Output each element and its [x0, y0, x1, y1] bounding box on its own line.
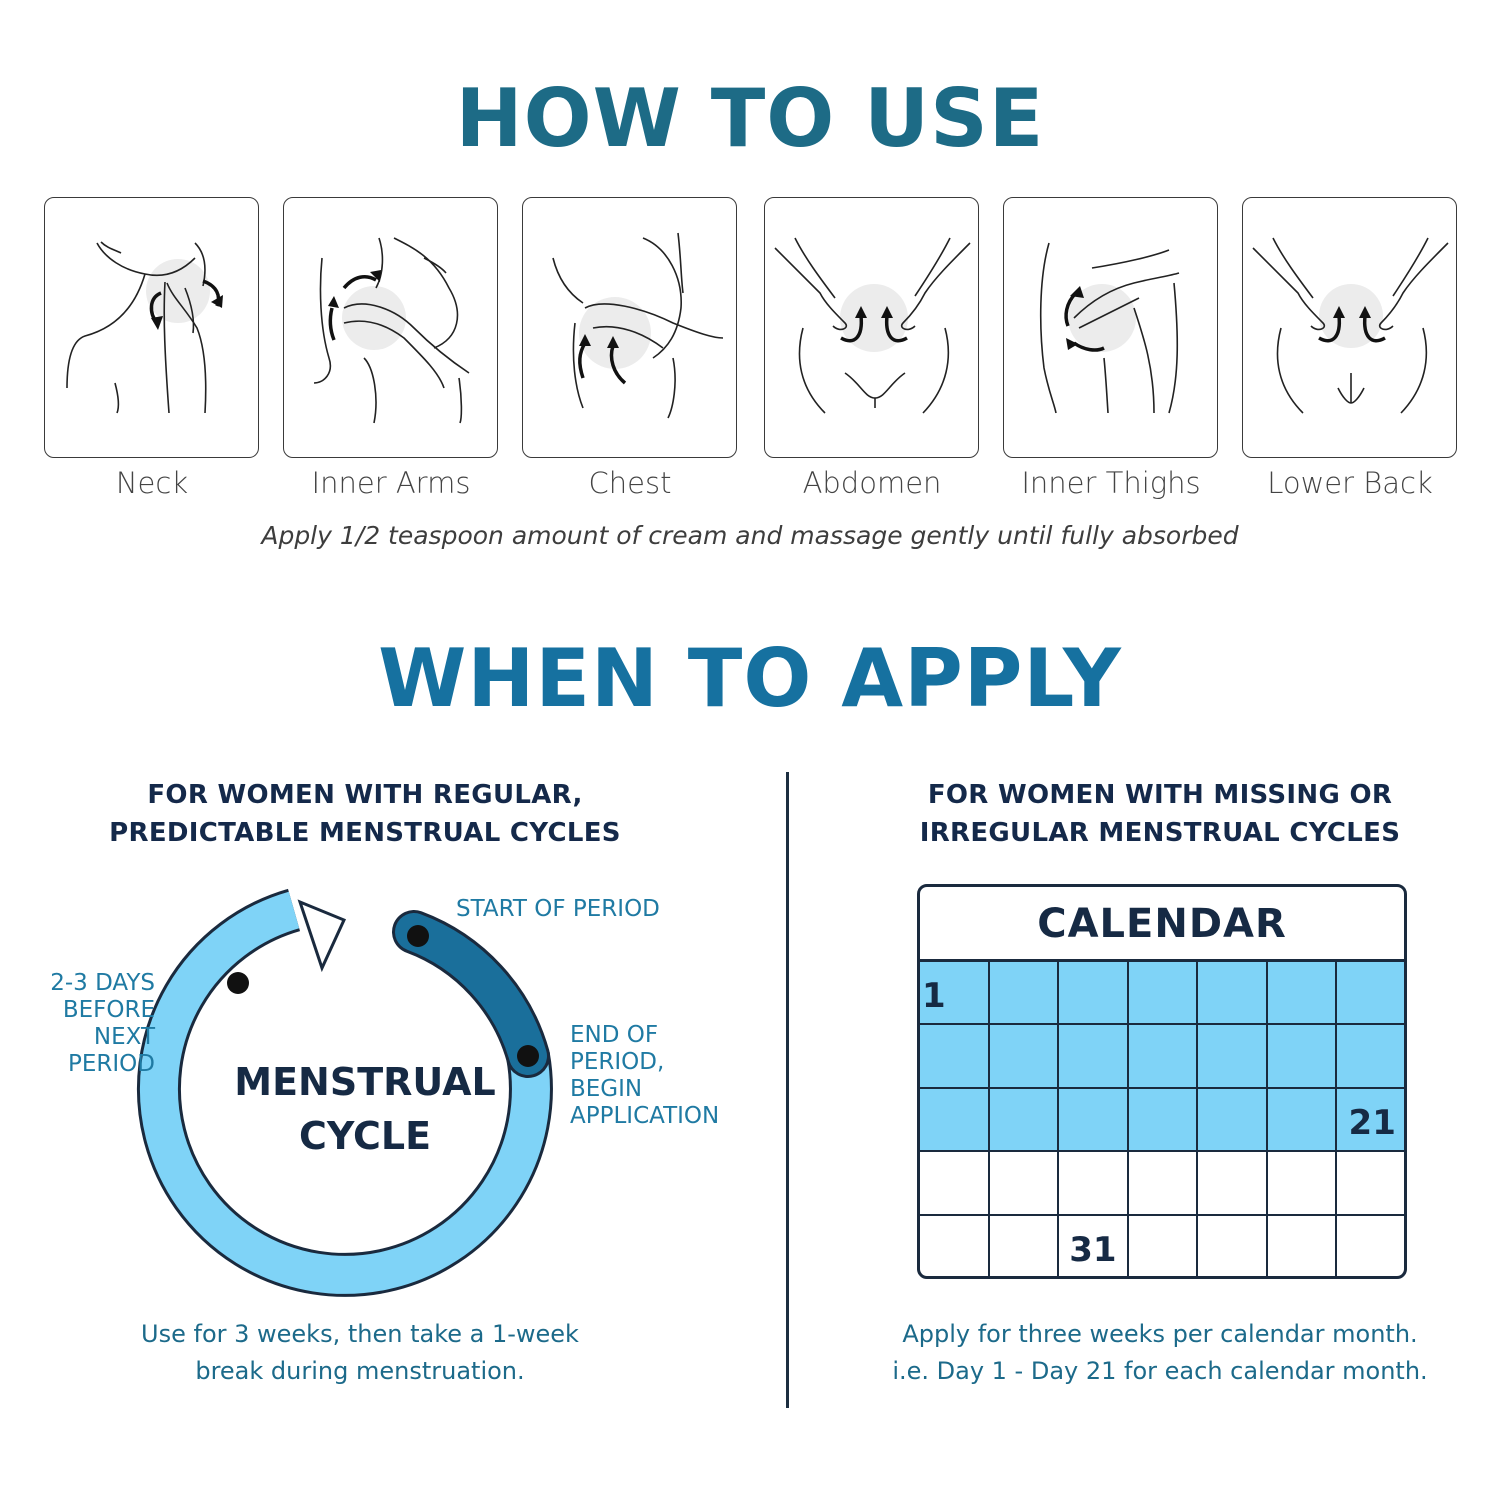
calendar-cell [1337, 962, 1407, 1025]
end-of-period-marker [517, 1045, 539, 1067]
calendar-cell [1268, 962, 1338, 1025]
calendar-cell [1059, 1216, 1129, 1279]
calendar-cell [1337, 1152, 1407, 1215]
calendar-grid [920, 959, 1407, 1279]
calendar-cell [920, 1025, 990, 1088]
abdomen-label: Abdomen [802, 466, 942, 500]
lower-back-massage-icon [1243, 198, 1458, 459]
calendar-cell [1198, 1025, 1268, 1088]
calendar-cell [920, 1089, 990, 1152]
day-31-label: 31 [1069, 1229, 1117, 1270]
calendar-cell [1059, 1025, 1129, 1088]
before-label-line1: 2-3 DAYS [50, 970, 155, 996]
irregular-cycles-heading [850, 776, 1470, 852]
inner-thighs-card [1003, 197, 1218, 458]
before-next-period-marker [227, 972, 249, 994]
calendar-cell [1268, 1152, 1338, 1215]
calendar-cell [1129, 962, 1199, 1025]
calendar-cell [1129, 1216, 1199, 1279]
start-of-period-marker [407, 925, 429, 947]
calendar-cell [920, 1216, 990, 1279]
before-label-line3: NEXT [93, 1024, 155, 1050]
calendar-cell [1129, 1025, 1199, 1088]
application-instruction: Apply 1/2 teaspoon amount of cream and massage gently until fully absorbed [261, 521, 1239, 550]
end-label-line4: APPLICATION [570, 1103, 720, 1129]
before-label-line4: PERIOD [68, 1051, 155, 1077]
calendar-cell [1198, 962, 1268, 1025]
neck-label: Neck [115, 466, 189, 500]
when-to-apply-title: WHEN TO APPLY [378, 632, 1122, 725]
calendar-cell [920, 1152, 990, 1215]
before-label-line2: BEFORE [62, 997, 155, 1023]
calendar-cell [920, 962, 990, 1025]
before-next-period-label [20, 970, 155, 1078]
calendar-cell [990, 1025, 1060, 1088]
regular-cycle-note [60, 1316, 660, 1390]
calendar-cell [1268, 1089, 1338, 1152]
calendar-cell [1198, 1216, 1268, 1279]
calendar-cell [990, 1216, 1060, 1279]
end-label-line1: END OF [570, 1022, 659, 1048]
chest-label: Chest [588, 466, 672, 500]
irregular-cycle-note [850, 1316, 1470, 1390]
calendar-cell [990, 1152, 1060, 1215]
inner-arms-label: Inner Arms [311, 466, 471, 500]
abdomen-massage-icon [765, 198, 980, 459]
menstrual-cycle-label [215, 1055, 515, 1163]
end-of-period-label [570, 1022, 719, 1130]
end-label-line2: PERIOD, [570, 1049, 665, 1075]
irregular-note-line1: Apply for three weeks per calendar month. [902, 1320, 1418, 1348]
calendar-cell [1059, 962, 1129, 1025]
regular-heading-line1: FOR WOMEN WITH REGULAR, [147, 780, 583, 810]
regular-note-line1: Use for 3 weeks, then take a 1-week [141, 1320, 579, 1348]
calendar-cell [1059, 1089, 1129, 1152]
calendar-cell [1337, 1025, 1407, 1088]
abdomen-card [764, 197, 979, 458]
calendar-cell [1268, 1216, 1338, 1279]
how-to-use-title: HOW TO USE [455, 72, 1045, 165]
start-of-period-label: START OF PERIOD [456, 896, 660, 922]
irregular-note-line2: i.e. Day 1 - Day 21 for each calendar month. [892, 1357, 1428, 1385]
calendar-cell [990, 962, 1060, 1025]
day-1-label: 1 [921, 976, 946, 1016]
calendar-cell [1129, 1152, 1199, 1215]
calendar-cell [1198, 1089, 1268, 1152]
calendar-cell [990, 1089, 1060, 1152]
calendar-cell [1198, 1152, 1268, 1215]
end-label-line3: BEGIN [570, 1076, 643, 1102]
lower-back-card [1242, 197, 1457, 458]
regular-note-line2: break during menstruation. [195, 1357, 525, 1385]
regular-heading-line2: PREDICTABLE MENSTRUAL CYCLES [109, 818, 621, 848]
irregular-heading-line1: FOR WOMEN WITH MISSING OR [927, 780, 1393, 810]
calendar [917, 884, 1407, 1279]
calendar-cell [1268, 1025, 1338, 1088]
calendar-cell [1129, 1089, 1199, 1152]
calendar-title: CALENDAR [1037, 901, 1287, 947]
inner-thighs-label: Inner Thighs [1021, 466, 1201, 500]
day-21-label: 21 [1348, 1102, 1396, 1143]
calendar-cell [1337, 1216, 1407, 1279]
calendar-cell [1059, 1152, 1129, 1215]
lower-back-label: Lower Back [1267, 466, 1433, 500]
irregular-heading-line2: IRREGULAR MENSTRUAL CYCLES [919, 818, 1401, 848]
column-divider [786, 772, 789, 1408]
inner-thighs-massage-icon [1004, 198, 1219, 459]
calendar-cell [1337, 1089, 1407, 1152]
cycle-title-line1: MENSTRUAL [234, 1060, 496, 1104]
cycle-title-line2: CYCLE [298, 1114, 432, 1158]
